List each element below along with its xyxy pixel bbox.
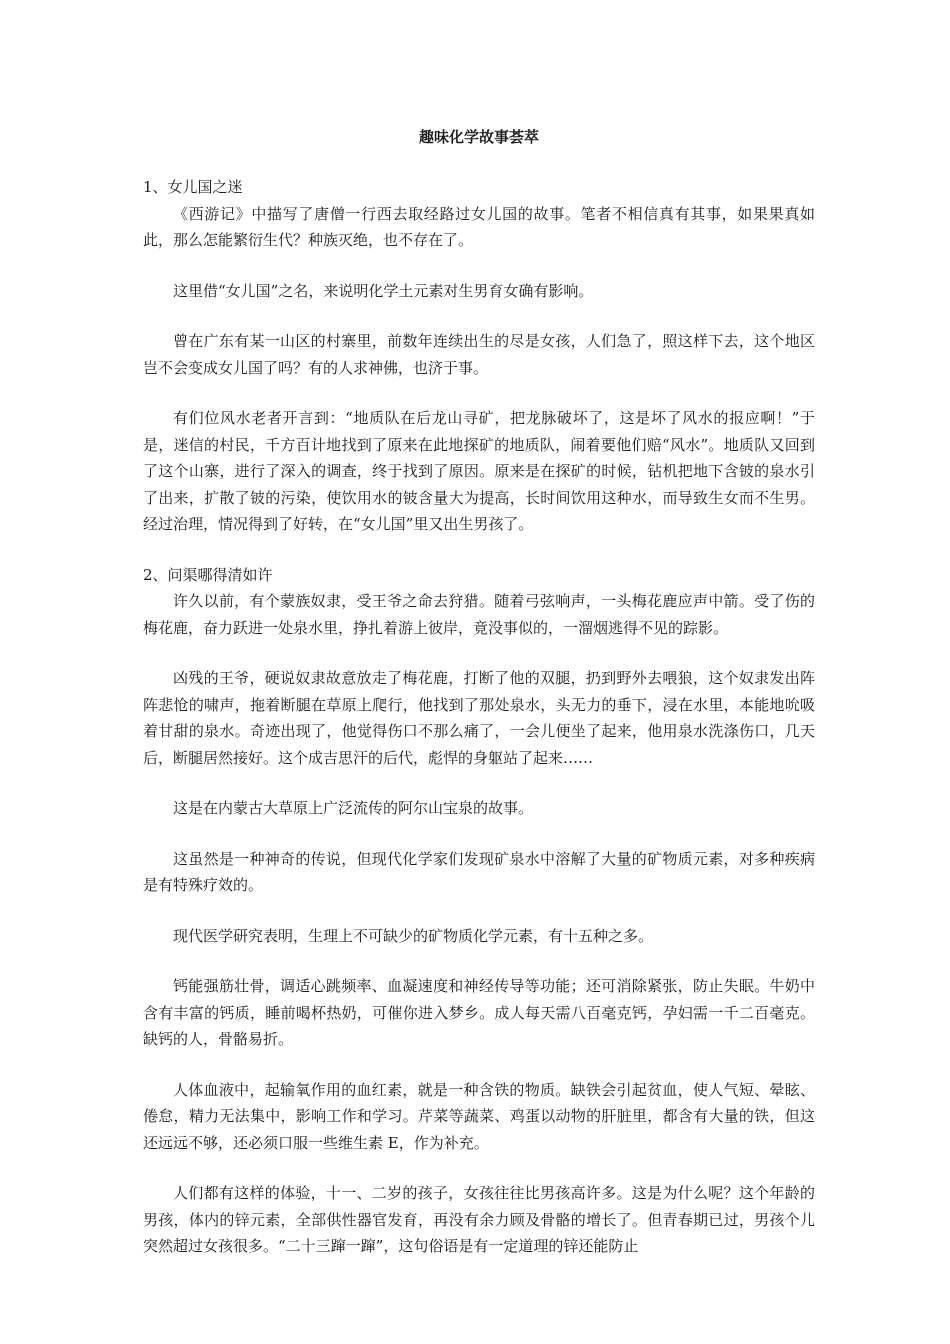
paragraph: 《西游记》中描写了唐僧一行西去取经路过女儿国的故事。笔者不相信真有其事，如果果真如此，那么怎能繁衍生代？种族灭绝，也不存在了。 [143,204,815,249]
document-title: 趣味化学故事荟萃 [418,128,539,146]
paragraph: 这里借“女儿国”之名，来说明化学土元素对生男育女确有影响。 [173,281,594,300]
paragraph: 凶残的王爷，硬说奴隶故意放走了梅花鹿，打断了他的双腿，扔到野外去喂狼，这个奴隶发出阵阵悲怆的啸声，拖着断腿在草原上爬行，他找到了那处泉水，头无力的垂下，浸在水里，本能地吮吸着甘甜的泉水。奇迹出现了，他觉得伤口不那么痛了，一会儿便坐了起来，他用泉水洗涤伤口，几天后，断腿居然接好。这个成吉思汗的后代，彪悍的身躯站了起来…… [143,669,815,767]
paragraph: 现代医学研究表明，生理上不可缺少的矿物质化学元素，有十五种之多。 [173,926,654,945]
paragraph: 有们位风水老者开言到：“地质队在后龙山寻矿，把龙脉破坏了，这是坏了风水的报应啊！”于是，迷信的村民，千方百计地找到了原来在此地探矿的地质队，闹着要他们赔“风水”。地质队又回到了这个山寨，进行了深入的调查，终于找到了原因。原来是在探矿的时候，钻机把地下含铍的泉水引了出来，扩散了铍的污染，使饮用水的铍含量大为提高，长时间饮用这种水，而导致生女而不生男。经过治理，情况得到了好转，在“女儿国”里又出生男孩了。 [143,409,815,533]
section-heading: 1、女儿国之迷 [143,178,243,196]
paragraph: 这是在内蒙古大草原上广泛流传的阿尔山宝泉的故事。 [173,799,534,817]
paragraph: 人体血液中，起输氧作用的血红素，就是一种含铁的物质。缺铁会引起贫血，使人气短、晕眩、倦怠，精力无法集中，影响工作和学习。芹菜等蔬菜、鸡蛋以动物的肝脏里，都含有大量的铁，但这还远远不够，还必须口服一些维生素 E，作为补充。 [143,1080,815,1152]
section-2 [143,562,815,1260]
paragraph: 许久以前，有个蒙族奴隶，受王爷之命去狩猎。随着弓弦响声，一头梅花鹿应声中箭。受了伤的梅花鹿，奋力跃进一处泉水里，挣扎着游上彼岸，竟没事似的，一溜烟逃得不见的踪影。 [143,592,815,637]
document-body [143,124,815,1260]
paragraph: 钙能强筋壮骨，调适心跳频率、血凝速度和神经传导等功能；还可消除紧张，防止失眠。牛奶中含有丰富的钙质，睡前喝杯热奶，可催你进入梦乡。成人每天需八百毫克钙，孕妇需一千二百毫克。缺钙的人，骨骼易折。 [143,977,815,1048]
paragraph: 人们都有这样的体验，十一、二岁的孩子，女孩往往比男孩高许多。这是为什么呢？这个年龄的男孩，体内的锌元素，全部供性器官发育，再没有余力顾及骨骼的增长了。但青春期已过，男孩个儿突然超过女孩很多。“二十三蹿一蹿”，这句俗语是有一定道理的锌还能防止 [143,1184,815,1255]
section-heading: 2、问渠哪得清如许 [143,565,273,584]
paragraph: 这虽然是一种神奇的传说，但现代化学家们发现矿泉水中溶解了大量的矿物质元素，对多种疾病是有特殊疗效的。 [143,849,815,894]
section-1 [143,174,815,538]
paragraph: 曾在广东有某一山区的村寨里，前数年连续出生的尽是女孩，人们急了，照这样下去，这个地区岂不会变成女儿国了吗？有的人求神佛，也济于事。 [143,332,815,377]
